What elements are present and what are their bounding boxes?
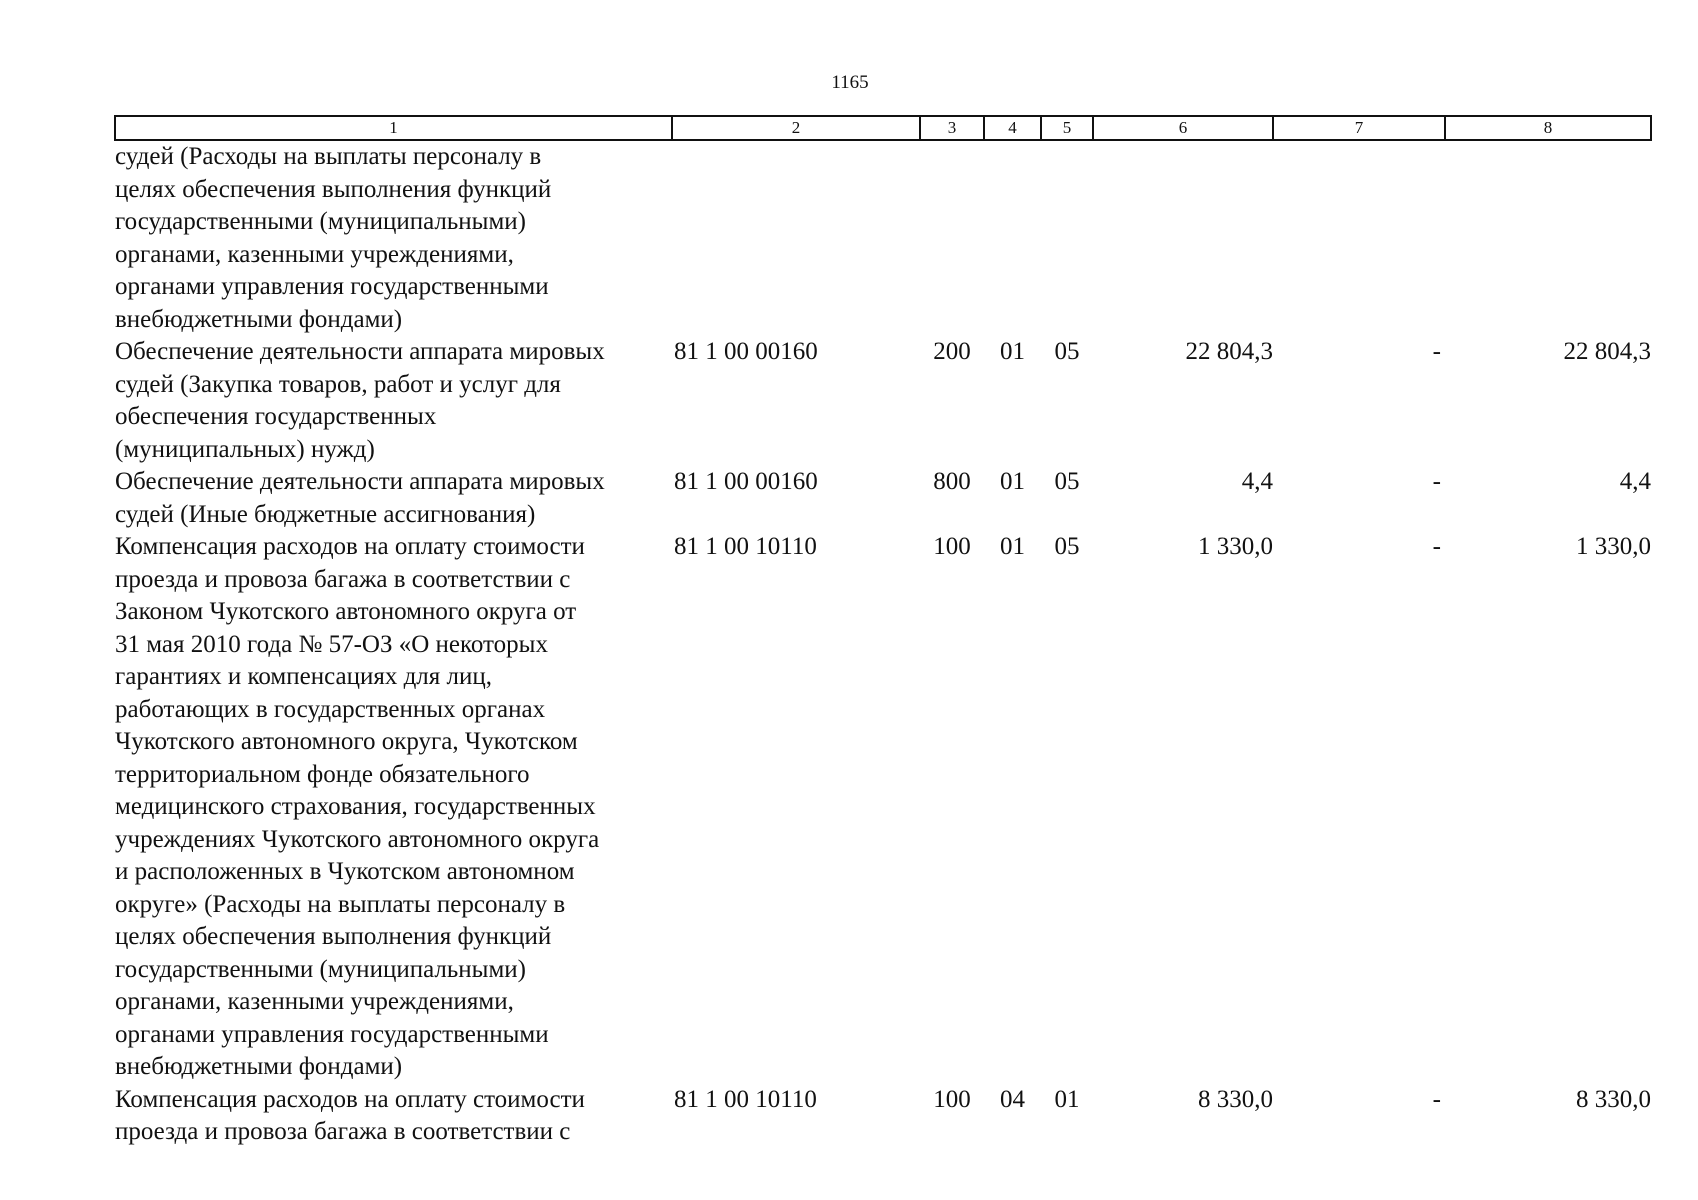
target-article-code: 81 1 00 10110	[674, 533, 817, 560]
table-row	[115, 531, 1651, 1084]
column-header-6: 6	[1093, 116, 1273, 140]
subsection-code: 05	[1054, 468, 1080, 495]
section-code	[984, 140, 1041, 336]
table-row	[115, 1084, 1651, 1149]
amount-cell: 1 330,0	[1198, 533, 1273, 560]
table-row	[115, 336, 1651, 466]
column-header-5: 5	[1041, 116, 1093, 140]
target-article-code	[672, 140, 920, 336]
expense-type-code: 100	[933, 533, 971, 560]
table-row	[115, 466, 1651, 531]
row-description: Обеспечение деятельности аппарата мировых судей (Закупка товаров, работ и услуг для обеспечения государственных (муниципальных) нужд)	[115, 338, 605, 463]
section-code: 01	[1000, 468, 1025, 495]
table-body	[115, 140, 1651, 1149]
column-header-7: 7	[1273, 116, 1445, 140]
row-description: судей (Расходы на выплаты персоналу в целях обеспечения выполнения функций государственными (муниципальными) органами, казенными учреждениями, органами управления государственными внебюджетными фондами)	[115, 143, 552, 333]
page-number: 1165	[831, 72, 869, 93]
target-article-code: 81 1 00 10110	[674, 1085, 817, 1113]
target-article-code: 81 1 00 00160	[674, 338, 818, 365]
subsection-code: 01	[1054, 1085, 1080, 1113]
subsection-code: 05	[1054, 338, 1080, 365]
table-header	[115, 116, 1651, 140]
column-header-3: 3	[920, 116, 984, 140]
column-header-4: 4	[984, 116, 1041, 140]
row-description: Компенсация расходов на оплату стоимости проезда и провоза багажа в соответствии с Законом Чукотского автономного округа от 31 мая 2010 года № 57-ОЗ «О некоторых гарантиях и компенсациях для лиц, работающих в государственных органах Чукотского автономного округа, Чукотском территориальном фонде обязательного медицинского страхования, государственных учреждениях Чукотского автономного округа и расположенных в Чукотском автономном округе» (Расходы на выплаты персоналу в целях обеспечения выполнения функций государственными (муниципальными) органами, казенными учреждениями, органами управления государственными внебюджетными фондами)	[115, 533, 600, 1080]
table-row	[115, 140, 1651, 336]
expense-type-code: 800	[933, 468, 971, 495]
total-cell	[1445, 140, 1651, 336]
expense-type-code	[920, 140, 984, 336]
subsection-code	[1041, 140, 1093, 336]
amount-cell: 4,4	[1241, 468, 1273, 495]
amount-cell	[1093, 140, 1273, 336]
column-header-1: 1	[115, 116, 672, 140]
column-header-8: 8	[1445, 116, 1651, 140]
section-code: 01	[1000, 533, 1025, 560]
target-article-code: 81 1 00 00160	[674, 468, 818, 495]
change-cell	[1273, 140, 1445, 336]
budget-table	[114, 115, 1652, 1149]
expense-type-code: 200	[933, 338, 971, 365]
change-cell: -	[1432, 533, 1441, 560]
total-cell: 4,4	[1619, 468, 1651, 495]
total-cell: 1 330,0	[1576, 533, 1651, 560]
expense-type-code: 100	[933, 1085, 971, 1113]
section-code: 01	[1000, 338, 1025, 365]
section-code: 04	[1000, 1085, 1025, 1113]
amount-cell: 8 330,0	[1198, 1085, 1273, 1113]
header-row	[115, 116, 1651, 140]
total-cell: 8 330,0	[1576, 1085, 1651, 1113]
subsection-code: 05	[1054, 533, 1080, 560]
total-cell: 22 804,3	[1563, 338, 1651, 365]
row-description: Обеспечение деятельности аппарата мировых судей (Иные бюджетные ассигнования)	[115, 468, 605, 528]
row-description: Компенсация расходов на оплату стоимости проезда и провоза багажа в соответствии с	[115, 1085, 585, 1145]
change-cell: -	[1432, 338, 1441, 365]
column-header-2: 2	[672, 116, 920, 140]
change-cell: -	[1432, 468, 1441, 495]
amount-cell: 22 804,3	[1185, 338, 1273, 365]
change-cell: -	[1432, 1085, 1441, 1113]
